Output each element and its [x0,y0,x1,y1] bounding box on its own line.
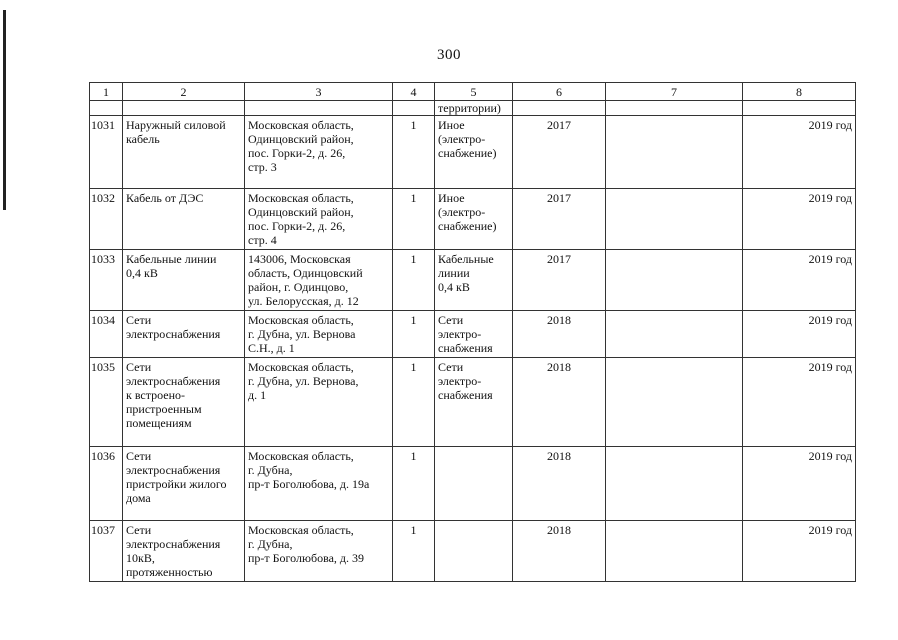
object-year: 2017 [513,116,606,189]
object-address: Московская область, Одинцовский район, пос. Горки-2, д. 26, стр. 4 [245,189,393,250]
table-row [90,311,856,358]
object-type: Сети электро- снабжения [435,311,513,358]
object-type: Иное (электро- снабжение) [435,116,513,189]
object-quantity: 1 [393,311,435,358]
object-type [435,521,513,582]
table-row [90,521,856,582]
continuation-text: территории) [435,101,513,116]
object-address: Московская область, г. Дубна, ул. Вернова, д. 1 [245,358,393,447]
object-year: 2017 [513,250,606,311]
object-name: Кабель от ДЭС [123,189,245,250]
object-address: Московская область, г. Дубна, пр-т Боголюбова, д. 19а [245,447,393,521]
page-number: 300 [437,47,461,63]
continuation-row [90,101,856,116]
row-number: 1031 [90,116,123,189]
object-name: Сети электроснабжения к встроено- пристроенным помещениям [123,358,245,447]
column-7-value [606,447,743,521]
column-header: 1 [90,83,123,101]
object-name: Сети электроснабжения [123,311,245,358]
margin-scan-mark [3,10,6,210]
registry-table [89,82,856,582]
period-value: 2019 год [743,358,856,447]
object-name: Кабельные линии 0,4 кВ [123,250,245,311]
row-number: 1034 [90,311,123,358]
table-row [90,250,856,311]
row-number: 1033 [90,250,123,311]
object-year: 2018 [513,311,606,358]
period-value: 2019 год [743,189,856,250]
object-type: Иное (электро- снабжение) [435,189,513,250]
column-7-value [606,250,743,311]
row-number: 1037 [90,521,123,582]
object-address: Московская область, Одинцовский район, пос. Горки-2, д. 26, стр. 3 [245,116,393,189]
column-header: 7 [606,83,743,101]
table-row [90,447,856,521]
column-header: 6 [513,83,606,101]
period-value: 2019 год [743,116,856,189]
object-quantity: 1 [393,447,435,521]
object-type: Кабельные линии 0,4 кВ [435,250,513,311]
column-header: 3 [245,83,393,101]
period-value: 2019 год [743,447,856,521]
object-name: Сети электроснабжения пристройки жилого дома [123,447,245,521]
object-type [435,447,513,521]
object-quantity: 1 [393,189,435,250]
period-value: 2019 год [743,521,856,582]
column-header: 5 [435,83,513,101]
row-number: 1032 [90,189,123,250]
object-quantity: 1 [393,358,435,447]
column-7-value [606,116,743,189]
table-row [90,358,856,447]
object-year: 2018 [513,521,606,582]
column-7-value [606,358,743,447]
row-number: 1036 [90,447,123,521]
table-row [90,116,856,189]
object-quantity: 1 [393,116,435,189]
column-number-row [90,83,856,101]
column-7-value [606,311,743,358]
object-address: Московская область, г. Дубна, пр-т Боголюбова, д. 39 [245,521,393,582]
object-address: 143006, Московская область, Одинцовский район, г. Одинцово, ул. Белорусская, д. 12 [245,250,393,311]
object-quantity: 1 [393,521,435,582]
column-header: 8 [743,83,856,101]
object-year: 2017 [513,189,606,250]
object-name: Наружный силовой кабель [123,116,245,189]
table-row [90,189,856,250]
column-header: 2 [123,83,245,101]
column-7-value [606,189,743,250]
column-7-value [606,521,743,582]
object-type: Сети электро- снабжения [435,358,513,447]
period-value: 2019 год [743,311,856,358]
object-address: Московская область, г. Дубна, ул. Вернова С.Н., д. 1 [245,311,393,358]
column-header: 4 [393,83,435,101]
object-year: 2018 [513,358,606,447]
row-number: 1035 [90,358,123,447]
object-name: Сети электроснабжения 10кВ, протяженностью [123,521,245,582]
period-value: 2019 год [743,250,856,311]
object-year: 2018 [513,447,606,521]
object-quantity: 1 [393,250,435,311]
